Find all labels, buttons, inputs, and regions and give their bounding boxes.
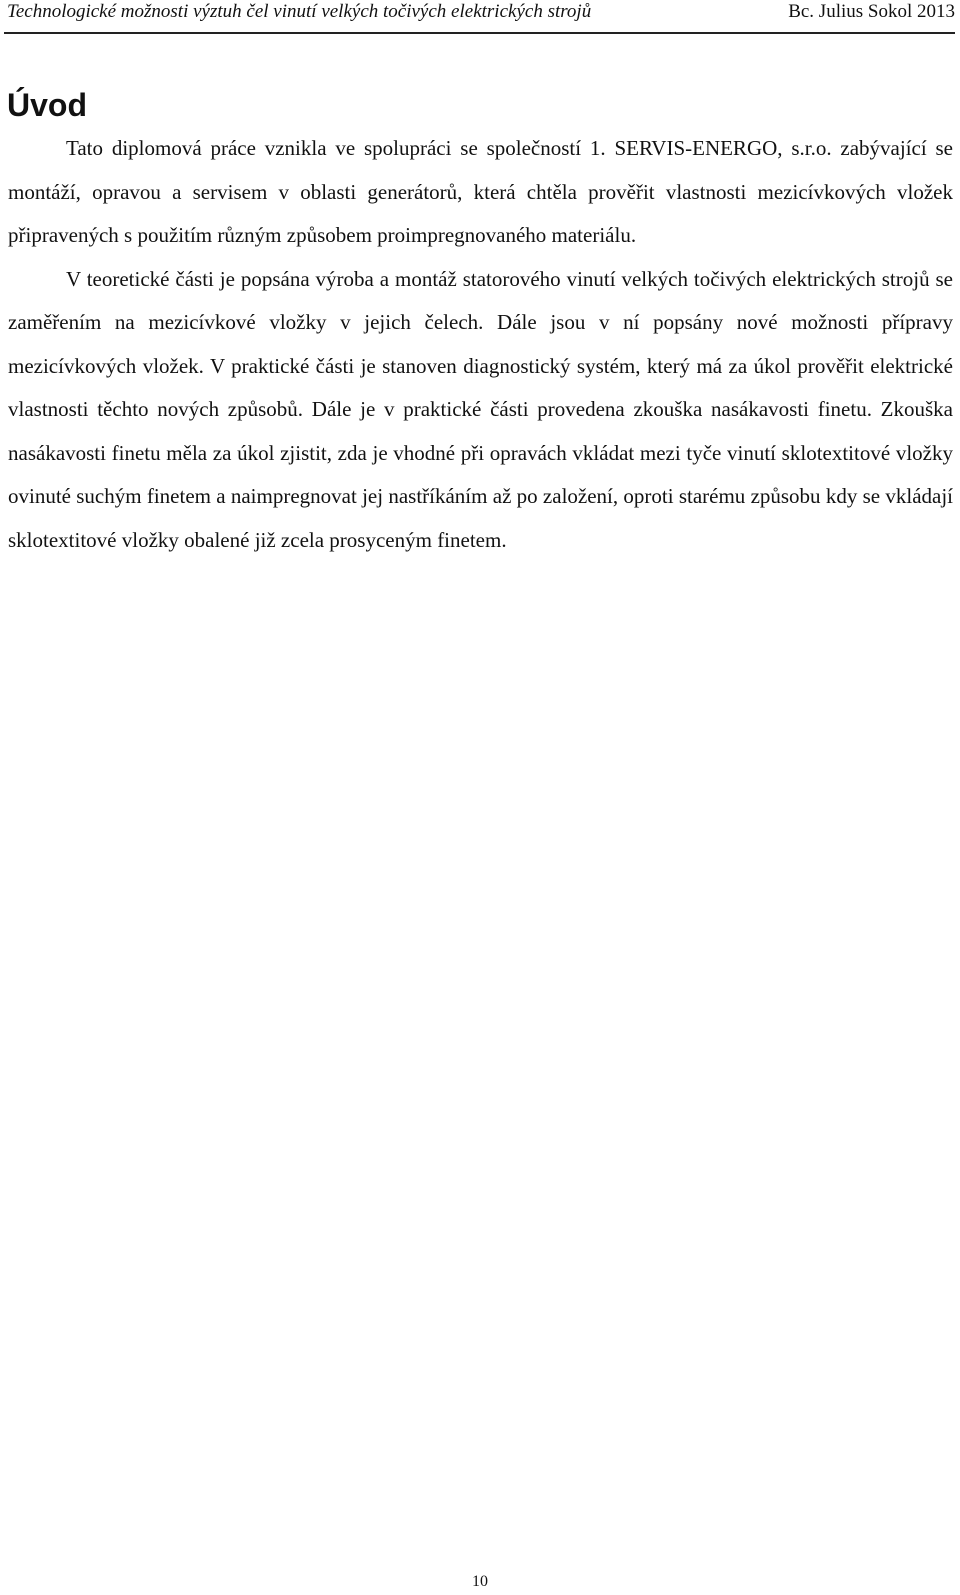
- header-title: Technologické možnosti výztuh čel vinutí velkých točivých elektrických strojů: [7, 1, 592, 22]
- running-header: [4, 0, 955, 34]
- paragraph-overview: V teoretické části je popsána výroba a montáž statorového vinutí velkých točivých elektrických strojů se zaměřením na mezicívkové vložky v jejich čelech. Dále jsou v ní popsány nové možnosti přípravy mezicívkových vložek. V praktické části je stanoven diagnostický systém, který má za úkol prověřit elektrické vlastnosti těchto nových způsobů. Dále je v praktické části provedena zkouška nasákavosti finetu. Zkouška nasákavosti finetu měla za úkol zjistit, zda je vhodné při opravách vkládat mezi tyče vinutí sklotextitové vložky ovinuté suchým finetem a naimpregnovat jej nastříkáním až po založení, oproti starému způsobu kdy se vkládají sklotextitové vložky obalené již zcela prosyceným finetem.: [8, 266, 953, 552]
- header-author-year: Bc. Julius Sokol 2013: [788, 1, 955, 22]
- paragraph-intro: Tato diplomová práce vznikla ve spolupráci se společností 1. SERVIS-ENERGO, s.r.o. zabývající se montáží, opravou a servisem v oblasti generátorů, která chtěla prověřit vlastnosti mezicívkových vložek připravených s použitím různým způsobem proimpregnovaného materiálu.: [8, 136, 953, 247]
- body-text: [8, 127, 953, 562]
- page-number: 10: [472, 1573, 488, 1590]
- chapter-title: Úvod: [7, 87, 87, 123]
